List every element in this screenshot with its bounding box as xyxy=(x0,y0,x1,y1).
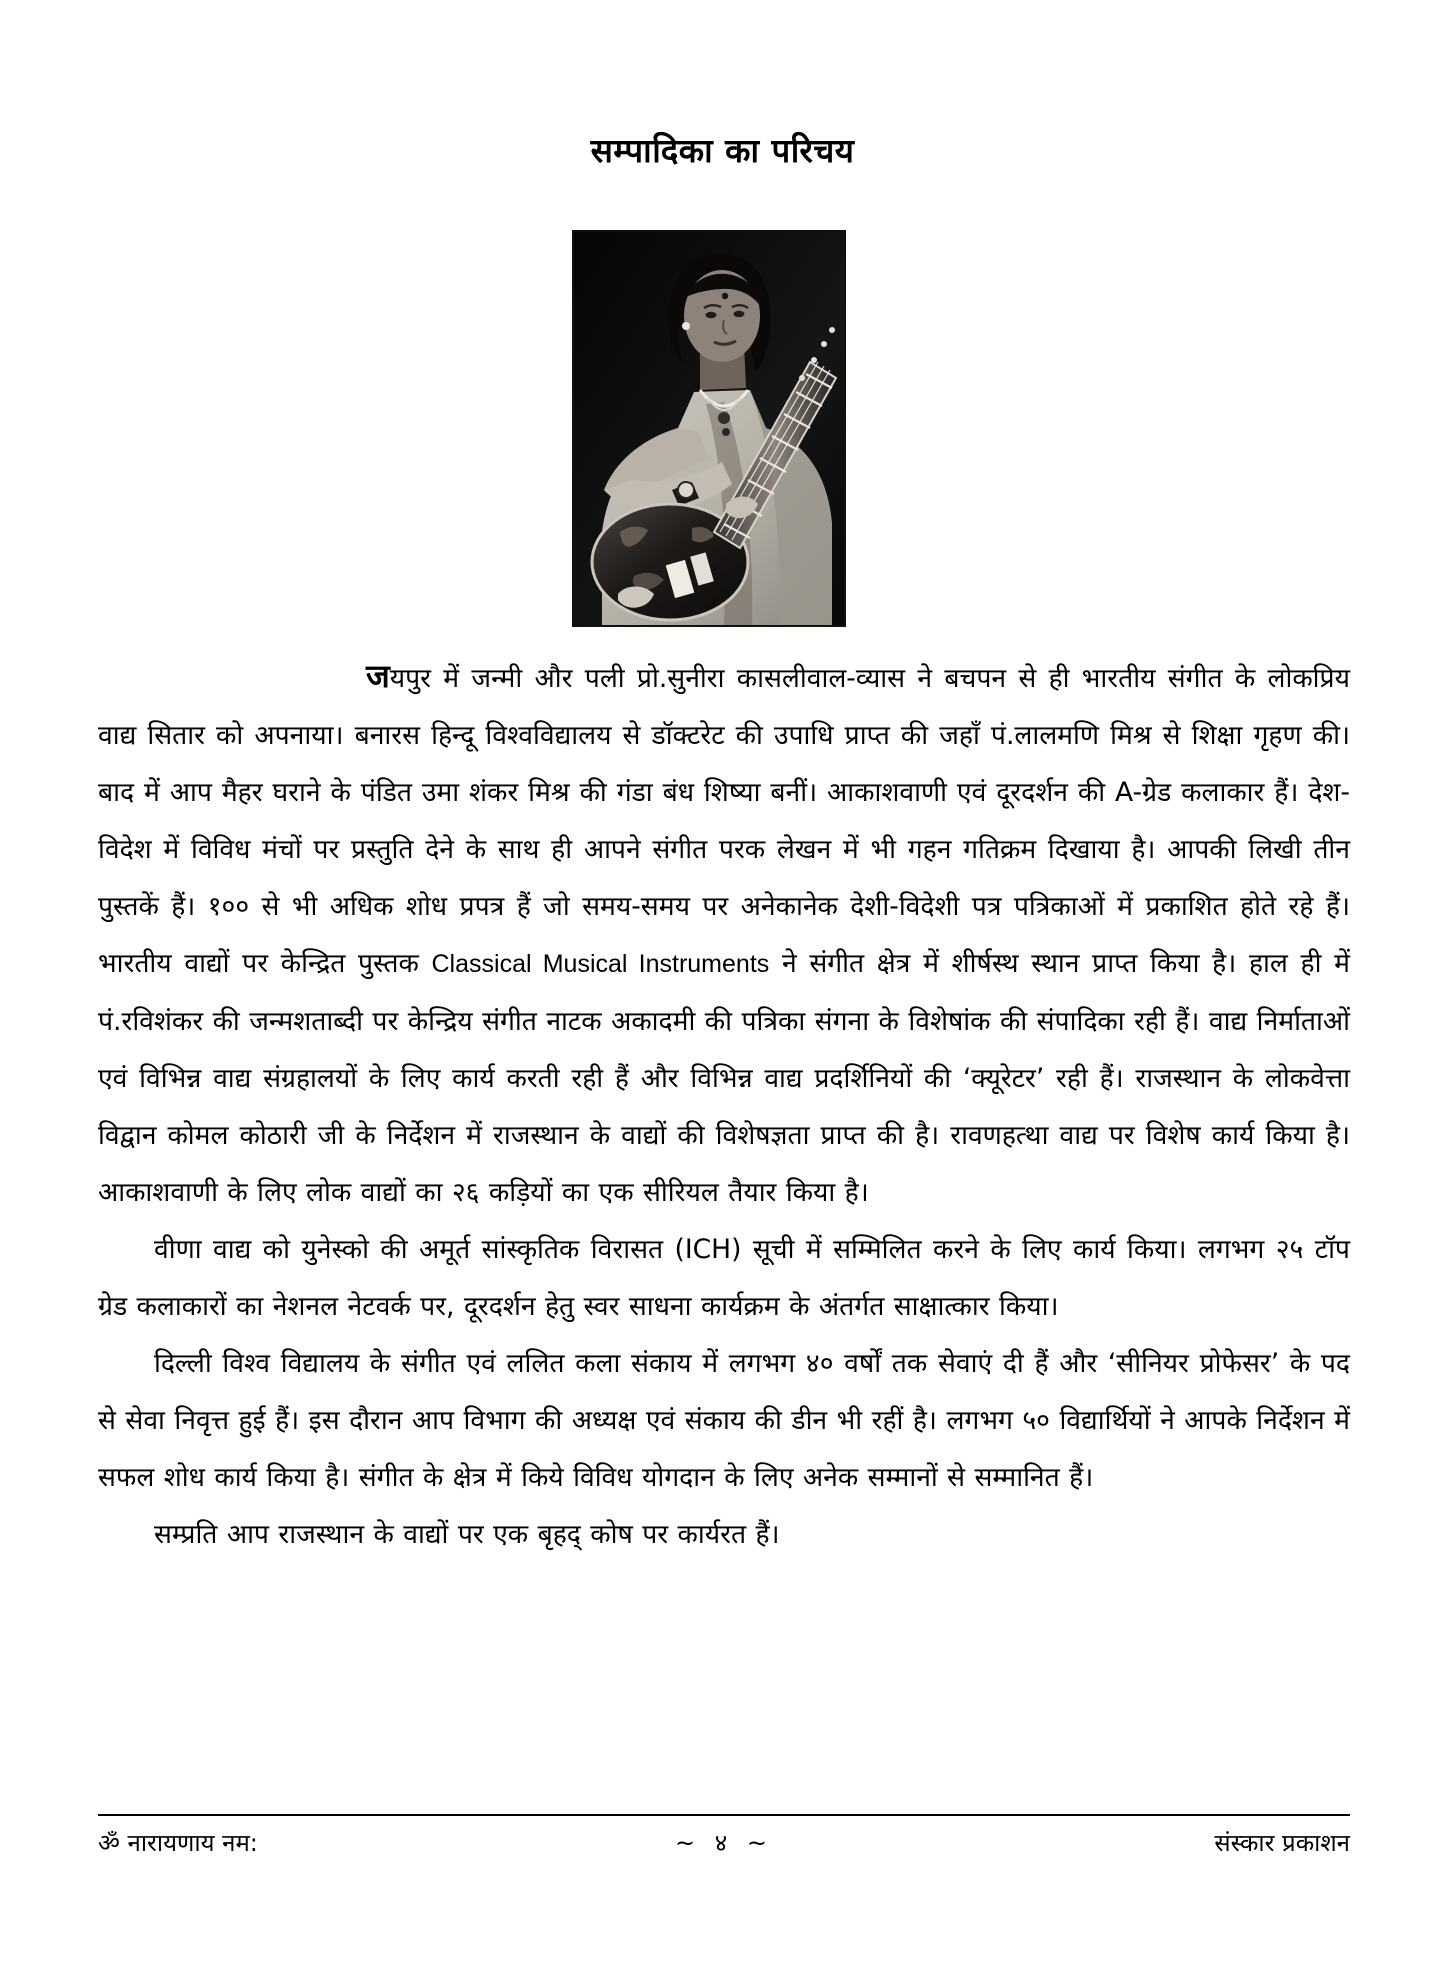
paragraph-1 xyxy=(98,648,1350,1221)
paragraph-3: दिल्ली विश्व विद्यालय के संगीत एवं ललित कला संकाय में लगभग ४० वर्षों तक सेवाएं दी हैं और ‘सीनियर प्रोफेसर’ के पद से सेवा निवृत्त हुई हैं। इस दौरान आप विभाग की अध्यक्ष एवं संकाय की डीन भी रहीं है। लगभग ५० विद्यार्थियों ने आपके निर्देशन में सफल शोध कार्य किया है। संगीत के क्षेत्र में किये विविध योगदान के लिए अनेक सम्मानों से सम्मानित हैं। xyxy=(98,1348,1350,1493)
footer-invocation: ॐ नारायणाय नम: xyxy=(98,1829,258,1857)
portrait-photo xyxy=(572,230,846,627)
footer-divider xyxy=(98,1814,1350,1816)
book-title-latin: Classical Musical Instruments xyxy=(431,950,770,978)
paragraph-1-text: यपुर में जन्मी और पली प्रो.सुनीरा कासलीवाल-व्यास ने बचपन से ही भारतीय संगीत के लोकप्रिय वाद्य सितार को अपनाया। बनारस हिन्दू विश्वविद्यालय से डॉक्टरेट की उपाधि प्राप्त की जहाँ पं.लालमणि मिश्र से शिक्षा गृहण की। बाद में आप मैहर घराने के पंडित उमा शंकर मिश्र की गंडा बंध शिष्या बनीं। आकाशवाणी एवं दूरदर्शन की A-ग्रेड कलाकार हैं। देश-विदेश में विविध मंचों पर प्रस्तुति देने के साथ ही आपने संगीत परक लेखन में भी गहन गतिक्रम दिखाया है। आपकी लिखी तीन पुस्तकें हैं। १०० से भी अधिक शोध प्रपत्र हैं जो समय-समय पर अनेकानेक देशी-विदेशी पत्र पत्रिकाओं में प्रकाशित होते रहे हैं। भारतीय वाद्यों पर केन्द्रित पुस्तक xyxy=(98,663,1350,979)
page-footer xyxy=(98,1826,1350,1859)
paragraph-4: सम्प्रति आप राजस्थान के वाद्यों पर एक बृहद् कोष पर कार्यरत हैं। xyxy=(154,1519,780,1550)
page-number: ~ ४ ~ xyxy=(675,1829,773,1857)
paragraph-2: वीणा वाद्य को युनेस्को की अमूर्त सांस्कृतिक विरासत (ICH) सूची में सम्मिलित करने के लिए कार्य किया। लगभग २५ टॉप ग्रेड कलाकारों का नेशनल नेटवर्क पर, दूरदर्शन हेतु स्वर साधना कार्यक्रम के अंतर्गत साक्षात्कार किया। xyxy=(98,1234,1350,1322)
article-body xyxy=(98,648,1350,1563)
portrait-illustration xyxy=(574,232,844,625)
dropcap-letter: ज xyxy=(366,657,390,695)
footer-publisher: संस्कार प्रकाशन xyxy=(1214,1829,1350,1857)
paragraph-1-text-continued: ने संगीत क्षेत्र में शीर्षस्थ स्थान प्राप्त किया है। हाल ही में पं.रविशंकर की जन्मशताब्दी पर केन्द्रिय संगीत नाटक अकादमी की पत्रिका संगना के विशेषांक की संपादिका रही हैं। वाद्य निर्माताओं एवं विभिन्न वाद्य संग्रहालयों के लिए कार्य करती रही हैं और विभिन्न वाद्य प्रदर्शिनियों की ‘क्यूरेटर’ रही हैं। राजस्थान के लोकवेत्ता विद्वान कोमल कोठारी जी के निर्देशन में राजस्थान के वाद्यों की विशेषज्ञता प्राप्त की है। रावणहत्था वाद्य पर विशेष कार्य किया है। आकाशवाणी के लिए लोक वाद्यों का २६ कड़ियों का एक सीरियल तैयार किया है। xyxy=(98,948,1350,1208)
page-title: सम्पादिका का परिचय xyxy=(590,131,855,171)
